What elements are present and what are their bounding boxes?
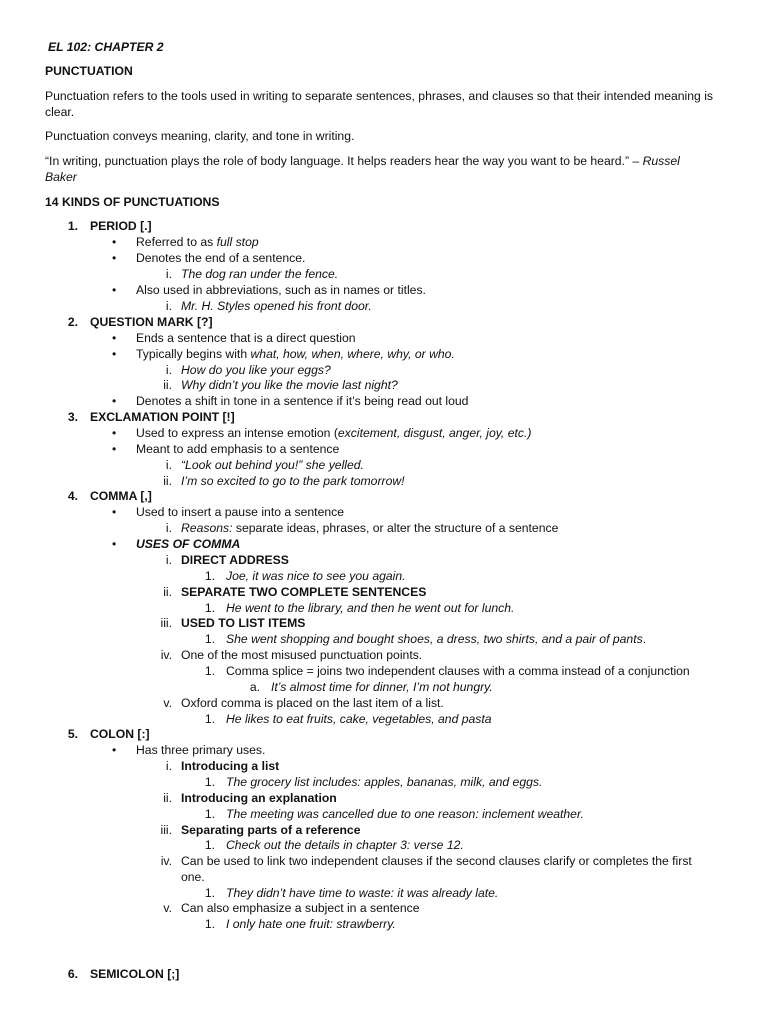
list-item: Meant to add emphasis to a sentence <box>136 442 340 456</box>
letter-marker: a. <box>249 680 260 694</box>
example-text: He went to the library, and then he went out for lunch. <box>226 601 515 615</box>
example-text: It’s almost time for dinner, I’m not hungry. <box>271 680 493 694</box>
roman-marker: i. <box>165 521 172 535</box>
bullet: • <box>112 537 117 551</box>
roman-marker: ii. <box>163 585 172 599</box>
list-item: Comma splice = joins two independent clauses with a comma instead of a conjunction <box>226 664 690 678</box>
number-marker: 1. <box>204 775 215 789</box>
list-item: Reasons: separate ideas, phrases, or alter the structure of a sentence <box>181 521 559 535</box>
sub-heading: USED TO LIST ITEMS <box>181 616 306 630</box>
roman-marker: i. <box>165 553 172 567</box>
bullet: • <box>112 743 117 757</box>
bullet: • <box>112 283 117 297</box>
roman-marker: ii. <box>163 791 172 805</box>
number-marker: 1. <box>204 601 215 615</box>
sub-heading: Separating parts of a reference <box>181 823 361 837</box>
roman-marker: i. <box>165 363 172 377</box>
list-item: Used to express an intense emotion (excitement, disgust, anger, joy, etc.) <box>136 426 532 440</box>
intro-quote <box>45 153 715 185</box>
item-number: 2. <box>67 315 78 329</box>
item-title-semicolon: SEMICOLON [;] <box>90 967 180 981</box>
example-text: Mr. H. Styles opened his front door. <box>181 299 372 313</box>
list-item: Typically begins with what, how, when, where, why, or who. <box>136 347 455 361</box>
roman-marker: i. <box>165 299 172 313</box>
list-item: Denotes the end of a sentence. <box>136 251 306 265</box>
roman-marker: v. <box>163 696 172 710</box>
item-title-exclamation-point: EXCLAMATION POINT [!] <box>90 410 235 424</box>
list-item: Has three primary uses. <box>136 743 266 757</box>
bullet: • <box>112 505 117 519</box>
example-text: How do you like your eggs? <box>181 363 331 377</box>
number-marker: 1. <box>204 569 215 583</box>
example-text: Why didn’t you like the movie last night? <box>181 378 398 392</box>
example-text: The grocery list includes: apples, bananas, milk, and eggs. <box>226 775 543 789</box>
roman-marker: i. <box>165 458 172 472</box>
item-title-colon: COLON [:] <box>90 727 150 741</box>
list-item: Also used in abbreviations, such as in names or titles. <box>136 283 426 297</box>
item-number: 1. <box>67 219 78 233</box>
number-marker: 1. <box>204 838 215 852</box>
list-item: Ends a sentence that is a direct question <box>136 331 356 345</box>
item-title-question-mark: QUESTION MARK [?] <box>90 315 213 329</box>
roman-marker: i. <box>165 267 172 281</box>
example-text: The meeting was cancelled due to one reason: inclement weather. <box>226 807 584 821</box>
roman-marker: ii. <box>163 474 172 488</box>
example-text: They didn’t have time to waste: it was already late. <box>226 886 499 900</box>
example-text: I’m so excited to go to the park tomorrow! <box>181 474 405 488</box>
roman-marker: iv. <box>160 854 172 868</box>
number-marker: 1. <box>204 886 215 900</box>
intro-paragraph-1: Punctuation refers to the tools used in writing to separate sentences, phrases, and clauses so that their intended meaning is clear. <box>45 89 714 119</box>
roman-marker: ii. <box>163 378 172 392</box>
number-marker: 1. <box>204 917 215 931</box>
uses-of-comma-heading: USES OF COMMA <box>136 537 241 551</box>
list-item: Used to insert a pause into a sentence <box>136 505 344 519</box>
number-marker: 1. <box>204 632 215 646</box>
sub-heading: SEPARATE TWO COMPLETE SENTENCES <box>181 585 427 599</box>
item-number: 3. <box>67 410 78 424</box>
roman-marker: iv. <box>160 648 172 662</box>
document-title: EL 102: CHAPTER 2 <box>48 40 164 54</box>
roman-marker: iii. <box>160 616 172 630</box>
item-title-comma: COMMA [,] <box>90 489 152 503</box>
number-marker: 1. <box>204 807 215 821</box>
list-item: Denotes a shift in tone in a sentence if it’s being read out loud <box>136 394 469 408</box>
sub-heading: Introducing a list <box>181 759 280 773</box>
number-marker: 1. <box>204 712 215 726</box>
example-text: He likes to eat fruits, cake, vegetables, and pasta <box>226 712 492 726</box>
quote-text: “In writing, punctuation plays the role of body language. It helps readers hear the way you want to be heard.” – <box>45 154 643 168</box>
roman-marker: i. <box>165 759 172 773</box>
example-text: I only hate one fruit: strawberry. <box>226 917 396 931</box>
sub-heading: Introducing an explanation <box>181 791 337 805</box>
bullet: • <box>112 394 117 408</box>
intro-paragraph-2: Punctuation conveys meaning, clarity, and tone in writing. <box>45 129 355 143</box>
quote-author: Russel Baker <box>45 154 680 184</box>
kinds-heading: 14 KINDS OF PUNCTUATIONS <box>45 195 220 209</box>
item-title-period: PERIOD [.] <box>90 219 152 233</box>
example-text: “Look out behind you!” she yelled. <box>181 458 364 472</box>
example-text: Check out the details in chapter 3: verse 12. <box>226 838 464 852</box>
bullet: • <box>112 331 117 345</box>
example-text: Joe, it was nice to see you again. <box>226 569 406 583</box>
bullet: • <box>112 235 117 249</box>
list-item: One of the most misused punctuation points. <box>181 648 423 662</box>
section-heading: PUNCTUATION <box>45 64 133 78</box>
bullet: • <box>112 442 117 456</box>
bullet: • <box>112 426 117 440</box>
roman-marker: v. <box>163 901 172 915</box>
list-item: Can be used to link two independent clauses if the second clauses clarify or completes the first one. <box>181 854 692 884</box>
example-text: The dog ran under the fence. <box>181 267 339 281</box>
bullet: • <box>112 251 117 265</box>
example-text: She went shopping and bought shoes, a dress, two shirts, and a pair of pants. <box>226 632 647 646</box>
bullet: • <box>112 347 117 361</box>
roman-marker: iii. <box>160 823 172 837</box>
number-marker: 1. <box>204 664 215 678</box>
item-number: 5. <box>67 727 78 741</box>
list-item: Referred to as full stop <box>136 235 259 249</box>
list-item: Oxford comma is placed on the last item of a list. <box>181 696 444 710</box>
list-item: Can also emphasize a subject in a sentence <box>181 901 420 915</box>
item-number: 6. <box>67 967 78 981</box>
sub-heading: DIRECT ADDRESS <box>181 553 289 567</box>
item-number: 4. <box>67 489 78 503</box>
